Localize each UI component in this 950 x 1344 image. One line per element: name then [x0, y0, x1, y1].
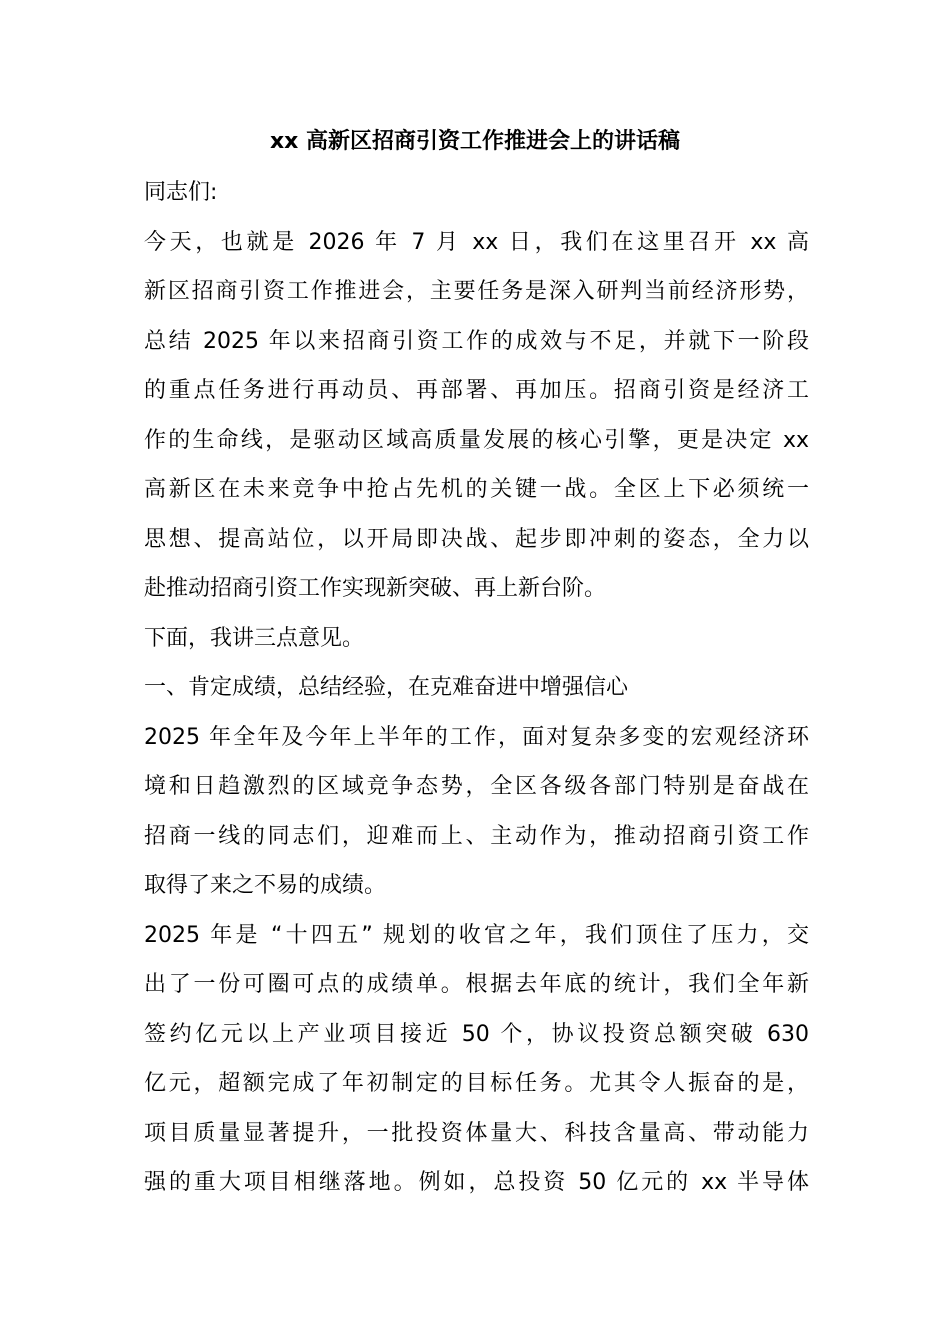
text-line: 的重点任务进行再动员、再部署、再加压。招商引资是经济工	[144, 378, 809, 403]
text-line: 思想、提高站位，以开局即决战、起步即冲刺的姿态，全力以	[144, 526, 809, 552]
document-title: xx 高新区招商引资工作推进会上的讲话稿	[269, 129, 681, 154]
text-line: 一、肯定成绩，总结经验，在克难奋进中增强信心	[144, 675, 629, 700]
text-line: 强的重大项目相继落地。例如，总投资 50 亿元的 xx 半导体	[144, 1170, 809, 1195]
text-line: 2025 年全年及今年上半年的工作，面对复杂多变的宏观经济环	[144, 724, 809, 750]
text-line: 招商一线的同志们，迎难而上、主动作为，推动招商引资工作	[144, 823, 809, 849]
text-line: 下面，我讲三点意见。	[144, 625, 365, 651]
text-line: 亿元，超额完成了年初制定的目标任务。尤其令人振奋的是，	[144, 1071, 809, 1096]
text-line: 今天，也就是 2026 年 7 月 xx 日，我们在这里召开 xx 高	[144, 229, 809, 255]
text-line: 出了一份可圈可点的成绩单。根据去年底的统计，我们全年新	[144, 972, 809, 997]
text-line: 新区招商引资工作推进会，主要任务是深入研判当前经济形势，	[144, 279, 809, 304]
text-line: 高新区在未来竞争中抢占先机的关键一战。全区上下必须统一	[144, 477, 809, 502]
text-line: 项目质量显著提升，一批投资体量大、科技含量高、带动能力	[144, 1120, 809, 1146]
document-body	[144, 168, 809, 1208]
text-line: 作的生命线，是驱动区域高质量发展的核心引擎，更是决定 xx	[144, 427, 809, 453]
text-line: 同志们:	[144, 180, 218, 205]
text-line: 境和日趋激烈的区域竞争态势，全区各级各部门特别是奋战在	[144, 774, 809, 799]
text-line: 总结 2025 年以来招商引资工作的成效与不足，并就下一阶段	[144, 328, 809, 354]
text-line: 赴推动招商引资工作实现新突破、再上新台阶。	[144, 576, 607, 601]
text-line: 签约亿元以上产业项目接近 50 个，协议投资总额突破 630	[144, 1021, 809, 1047]
text-line: 2025 年是 “十四五” 规划的收官之年，我们顶住了压力，交	[144, 922, 809, 948]
text-line: 取得了来之不易的成绩。	[144, 873, 387, 898]
